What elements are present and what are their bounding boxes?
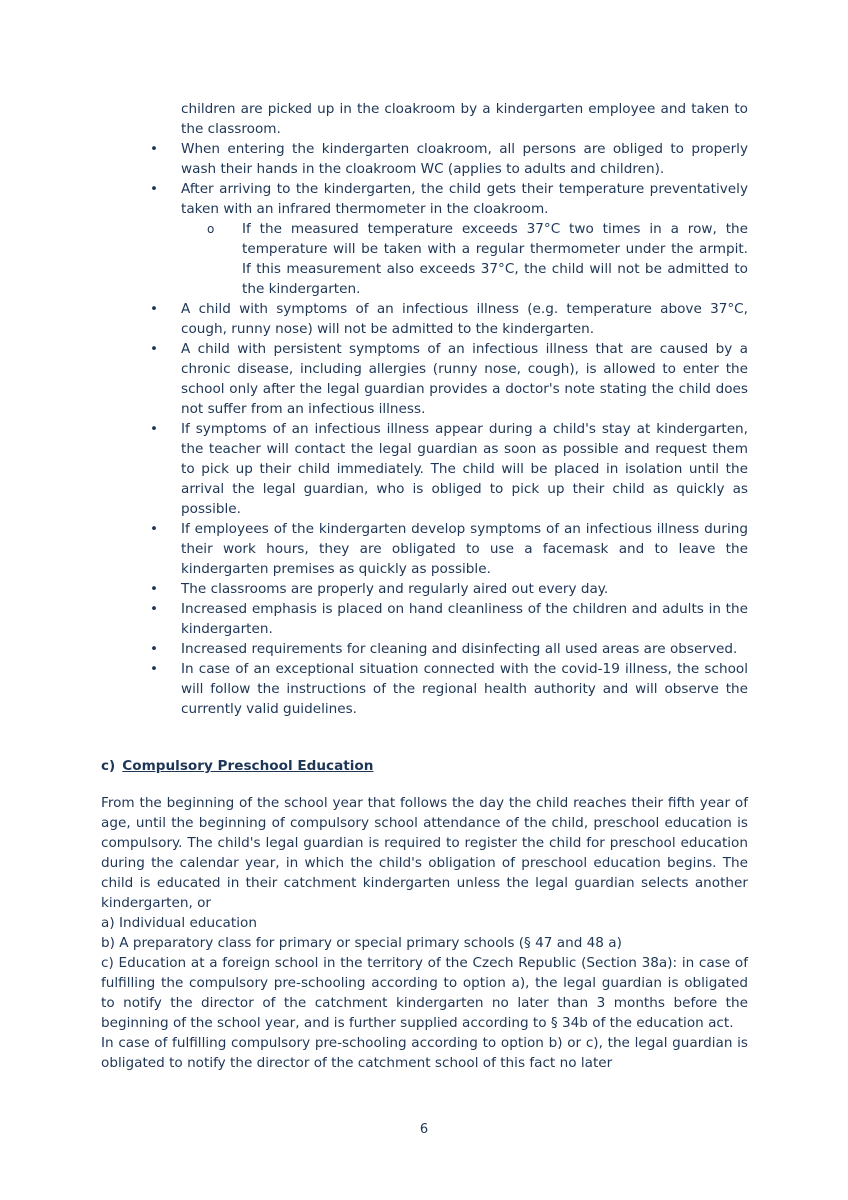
sub-list [181,219,748,299]
paragraph: In case of fulfilling compulsory pre-schooling according to option b) or c), the legal guardian is obligated to notify the director of the catchment school of this fact no later [101,1035,748,1071]
sub-list-item: o If the measured temperature exceeds 37°C two times in a row, the temperature will be taken with a regular thermometer under the armpit. If this measurement also exceeds 37°C, the child will not be admitted to the kindergarten. [242,219,748,299]
continuation-text: children are picked up in the cloakroom by a kindergarten employee and taken to the classroom. [181,101,748,137]
page-number: 6 [419,1122,429,1137]
list-item: • If symptoms of an infectious illness appear during a child's stay at kindergarten, the teacher will contact the legal guardian as soon as possible and request them to pick up their child immediately. The child will be placed in isolation until the arrival the legal guardian, who is obliged to pick up their child as quickly as possible. [181,419,748,519]
list-item: • Increased requirements for cleaning and disinfecting all used areas are observed. [181,639,748,659]
list-item-text: After arriving to the kindergarten, the child gets their temperature preventatively taken with an infrared thermometer in the cloakroom. [181,181,748,217]
list-item: • Increased emphasis is placed on hand cleanliness of the children and adults in the kindergarten. [181,599,748,639]
list-item: • In case of an exceptional situation connected with the covid-19 illness, the school will follow the instructions of the regional health authority and will observe the currently valid guidelines. [181,659,748,719]
list-item: • A child with persistent symptoms of an infectious illness that are caused by a chronic disease, including allergies (runny nose, cough), is allowed to enter the school only after the legal guardian provides a doctor's note stating the child does not suffer from an infectious illness. [181,339,748,419]
list-item: • The classrooms are properly and regularly aired out every day. [181,579,748,599]
paragraph: b) A preparatory class for primary or special primary schools (§ 47 and 48 a) [101,935,622,951]
paragraph: c) Education at a foreign school in the territory of the Czech Republic (Section 38a): in case of fulfilling the compulsory pre-schooling according to option a), the legal guardian is obligated to notify the director of the catchment kindergarten no later than 3 months before the beginning of the school year, and is further supplied according to § 34b of the education act. [101,955,748,1031]
list-item: • A child with symptoms of an infectious illness (e.g. temperature above 37°C, cough, runny nose) will not be admitted to the kindergarten. [181,299,748,339]
paragraph: a) Individual education [101,915,257,931]
paragraph: From the beginning of the school year that follows the day the child reaches their fifth year of age, until the beginning of compulsory school attendance of the child, preschool education is compulsory. The child's legal guardian is required to register the child for preschool education during the calendar year, in which the child's obligation of preschool education begins. The child is educated in their catchment kindergarten unless the legal guardian selects another kindergarten, or [101,795,748,911]
list-item: • If employees of the kindergarten develop symptoms of an infectious illness during their work hours, they are obligated to use a facemask and to leave the kindergarten premises as quickly as possible. [181,519,748,579]
section-heading [101,756,373,776]
section-marker: c) [101,758,116,774]
section-body [101,793,748,1073]
list-item [181,179,748,299]
section-title: Compulsory Preschool Education [122,758,374,774]
list-item: • When entering the kindergarten cloakroom, all persons are obliged to properly wash their hands in the cloakroom WC (applies to adults and children). [181,139,748,179]
hygiene-rules-list [181,139,748,719]
